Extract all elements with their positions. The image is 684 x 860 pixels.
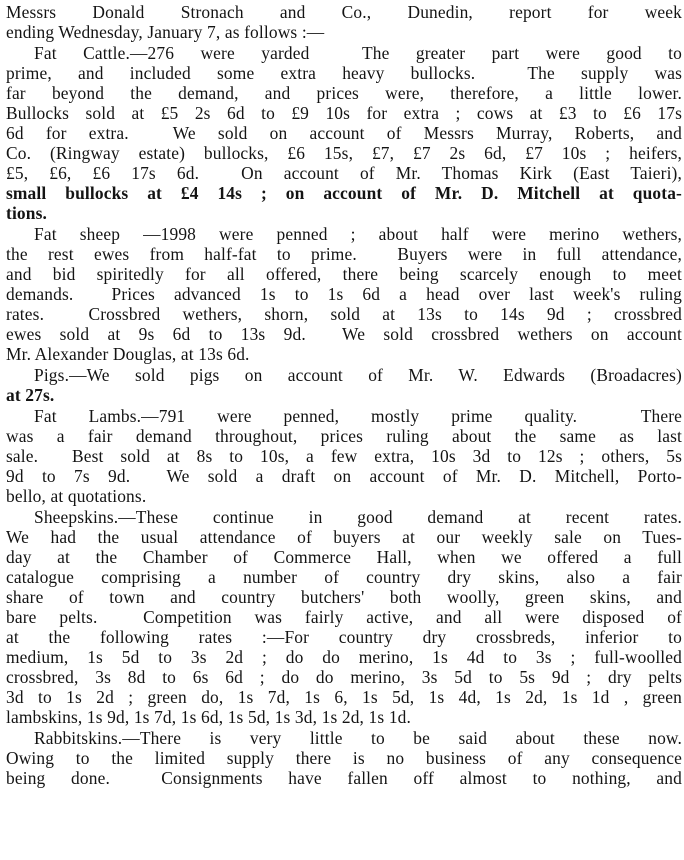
sheepskins-line-7: at the following rates :—For country dry crossbreds, inferior to	[6, 627, 682, 647]
fat-cattle-line-1: Fat Cattle.—276 were yarded The greater part were good to	[34, 43, 682, 63]
sheepskins-line-2: We had the usual attendance of buyers at our weekly sale on Tues-	[6, 527, 682, 547]
fat-lambs-line-4: 9d to 7s 9d. We sold a draft on account of Mr. D. Mitchell, Porto-	[6, 466, 682, 486]
sheepskins-line-9: crossbred, 3s 8d to 6s 6d ; do do merino, 3s 5d to 5s 9d ; dry pelts	[6, 667, 682, 687]
intro-line-1: Messrs Donald Stronach and Co., Dunedin, report for week	[6, 2, 682, 22]
rabbitskins-line-1: Rabbitskins.—There is very little to be said about these now.	[34, 728, 682, 748]
fat-sheep-line-5: rates. Crossbred wethers, shorn, sold at 13s to 14s 9d ; crossbred	[6, 304, 682, 324]
fat-cattle-line-9: tions.	[6, 203, 48, 223]
pigs-line-2: at 27s.	[6, 385, 55, 405]
fat-cattle-line-7: £5, £6, £6 17s 6d. On account of Mr. Thomas Kirk (East Taieri),	[6, 163, 682, 183]
fat-lambs-line-2: was a fair demand throughout, prices ruling about the same as last	[6, 426, 682, 446]
sheepskins-line-11: lambskins, 1s 9d, 1s 7d, 1s 6d, 1s 5d, 1s 3d, 1s 2d, 1s 1d.	[6, 707, 412, 727]
fat-cattle-line-6: Co. (Ringway estate) bullocks, £6 15s, £7, £7 2s 6d, £7 10s ; heifers,	[6, 143, 682, 163]
sheepskins-line-3: day at the Chamber of Commerce Hall, when we offered a full	[6, 547, 682, 567]
fat-lambs-line-1: Fat Lambs.—791 were penned, mostly prime quality. There	[34, 406, 682, 426]
fat-lambs-line-3: sale. Best sold at 8s to 10s, a few extra, 10s 3d to 12s ; others, 5s	[6, 446, 682, 466]
fat-lambs-line-5: bello, at quotations.	[6, 486, 147, 506]
sheepskins-line-4: catalogue comprising a number of country dry skins, also a fair	[6, 567, 682, 587]
fat-sheep-line-1: Fat sheep —1998 were penned ; about half were merino wethers,	[34, 224, 682, 244]
fat-cattle-line-2: prime, and included some extra heavy bullocks. The supply was	[6, 63, 682, 83]
rabbitskins-line-3: being done. Consignments have fallen off almost to nothing, and	[6, 768, 682, 788]
fat-sheep-line-4: demands. Prices advanced 1s to 1s 6d a head over last week's ruling	[6, 284, 682, 304]
sheepskins-line-10: 3d to 1s 2d ; green do, 1s 7d, 1s 6, 1s 5d, 1s 4d, 1s 2d, 1s 1d , green	[6, 687, 682, 707]
pigs-line-1: Pigs.—We sold pigs on account of Mr. W. Edwards (Broadacres)	[34, 365, 682, 385]
newspaper-clipping	[6, 2, 682, 858]
intro-line-2: ending Wednesday, January 7, as follows :—	[6, 22, 325, 42]
fat-sheep-line-3: and bid spiritedly for all offered, there being scarcely enough to meet	[6, 264, 682, 284]
sheepskins-line-6: bare pelts. Competition was fairly active, and all were disposed of	[6, 607, 682, 627]
fat-sheep-line-6: ewes sold at 9s 6d to 13s 9d. We sold crossbred wethers on account	[6, 324, 682, 344]
fat-sheep-line-7: Mr. Alexander Douglas, at 13s 6d.	[6, 344, 250, 364]
rabbitskins-line-2: Owing to the limited supply there is no business of any consequence	[6, 748, 682, 768]
fat-cattle-line-5: 6d for extra. We sold on account of Messrs Murray, Roberts, and	[6, 123, 682, 143]
fat-cattle-line-3: far beyond the demand, and prices were, therefore, a little lower.	[6, 83, 682, 103]
fat-cattle-line-8: small bullocks at £4 14s ; on account of Mr. D. Mitchell at quota-	[6, 183, 682, 203]
sheepskins-line-1: Sheepskins.—These continue in good demand at recent rates.	[34, 507, 682, 527]
fat-cattle-line-4: Bullocks sold at £5 2s 6d to £9 10s for extra ; cows at £3 to £6 17s	[6, 103, 682, 123]
sheepskins-line-8: medium, 1s 5d to 3s 2d ; do do merino, 1s 4d to 3s ; full-woolled	[6, 647, 682, 667]
fat-sheep-line-2: the rest ewes from half-fat to prime. Buyers were in full attendance,	[6, 244, 682, 264]
sheepskins-line-5: share of town and country butchers' both woolly, green skins, and	[6, 587, 682, 607]
